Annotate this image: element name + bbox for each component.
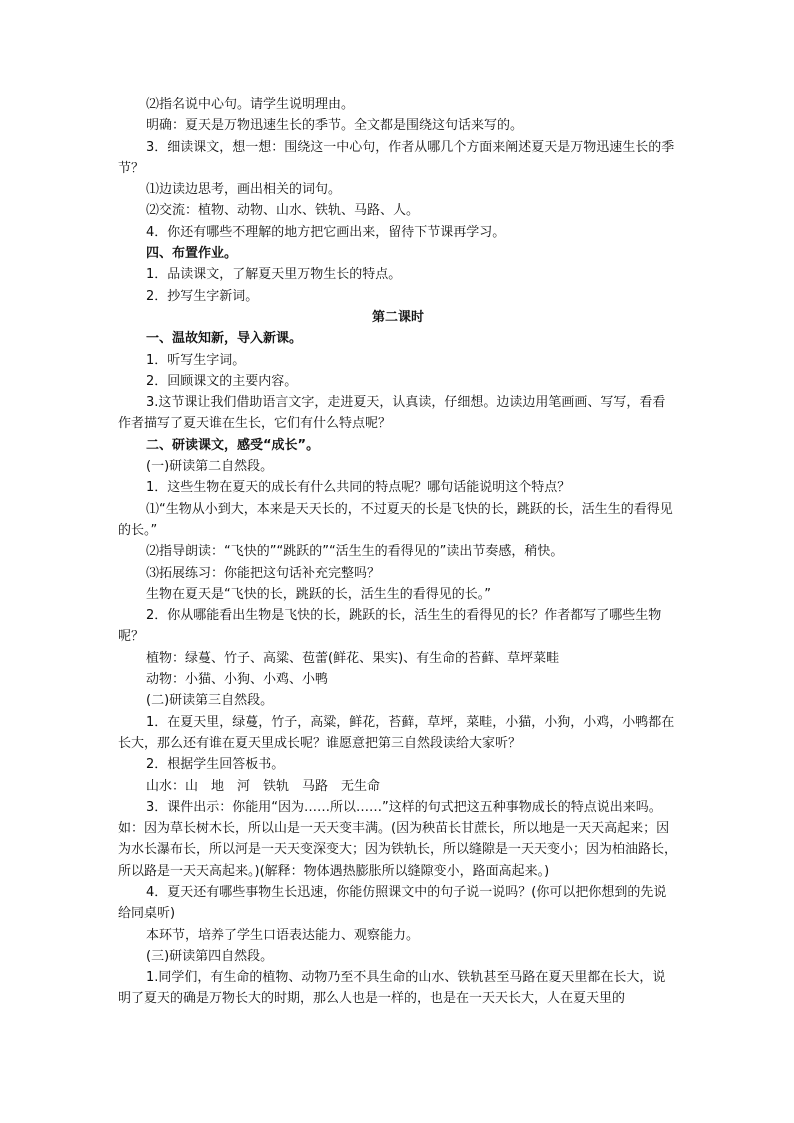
paragraph: 1．在夏天里，绿蔓，竹子，高粱，鲜花，苔藓，草坪，菜畦，小猫，小狗，小鸡，小鸭都在长大，那么还有谁在夏天里成长呢？谁愿意把第三自然段读给大家听？ (118, 714, 675, 751)
paragraph: 3.这节课让我们借助语言文字，走进夏天，认真读，仔细想。边读边用笔画画、写写，看看作者描写了夏天谁在生长，它们有什么特点呢？ (118, 395, 666, 432)
paragraph: 4．夏天还有哪些事物生长迅速，你能仿照课文中的句子说一说吗？(你可以把你想到的先说给同桌听) (118, 884, 667, 922)
document-page (118, 94, 678, 1010)
paragraph: 1.同学们，有生命的植物、动物乃至不具生命的山水、铁轨甚至马路在夏天里都在长大，说明了夏天的确是万物长大的时期，那么人也是一样的，也是在一天天长大，人在夏天里的 (118, 970, 666, 1007)
paragraph: (二)研读第三自然段。 (146, 693, 274, 709)
paragraph: 动物：小猫、小狗、小鸡、小鸭 (146, 672, 329, 688)
paragraph: ⑴“生物从小到大，本来是天天长的，不过夏天的长是飞快的长，跳跃的长，活生生的看得见的长。” (118, 501, 673, 538)
paragraph: 2．你从哪能看出生物是飞快的长，跳跃的长，活生生的看得见的长？作者都写了哪些生物呢？ (118, 608, 662, 645)
paragraph: 山水：山 地 河 铁轨 马路 无生命 (146, 778, 381, 794)
paragraph: 2．根据学生回答板书。 (146, 757, 285, 773)
paragraph: 3．课件出示：你能用“因为……所以……”这样的句式把这五种事物成长的特点说出来吗。如：因为草长树木长，所以山是一天天变丰满。(因为秧苗长甘蔗长，所以地是一天天高起来；因为水长瀑布长，所以河是一天天变深变大；因为铁轨长，所以缝隙是一天天变小；因为柏油路长，所以路是一天天高起来。)(解释：物体遇热膨胀所以缝隙变小，路面高起来。) (118, 799, 678, 879)
paragraph: ⑴边读边思考，画出相关的词句。 (146, 182, 342, 198)
paragraph: 2．回顾课文的主要内容。 (146, 373, 298, 389)
lesson-title: 第二课时 (371, 309, 424, 325)
paragraph: ⑵指名说中心句。请学生说明理由。 (146, 97, 355, 112)
paragraph: 1．品读课文，了解夏天里万物生长的特点。 (146, 267, 402, 283)
paragraph: 明确：夏天是万物迅速生长的季节。全文都是围绕这句话来写的。 (146, 118, 524, 134)
paragraph: 1．这些生物在夏天的成长有什么共同的特点呢？哪句话能说明这个特点？ (146, 480, 571, 496)
paragraph: 3．细读课文，想一想：围绕这一中心句，作者从哪几个方面来阐述夏天是万物迅速生长的季节？ (118, 139, 675, 176)
paragraph: 2．抄写生字新词。 (146, 288, 259, 304)
paragraph: (三)研读第四自然段。 (146, 948, 274, 964)
paragraph: (一)研读第二自然段。 (146, 459, 274, 475)
paragraph: 本环节，培养了学生口语表达能力、观察能力。 (146, 927, 420, 943)
paragraph: 生物在夏天是“飞快的长，跳跃的长，活生生的看得见的长。” (146, 586, 491, 602)
section-heading: 四、布置作业。 (146, 246, 238, 262)
paragraph: ⑵交流：植物、动物、山水、铁轨、马路、人。 (146, 203, 420, 219)
paragraph: 1．听写生字词。 (146, 352, 246, 368)
paragraph: ⑶拓展练习：你能把这句话补充完整吗？ (146, 565, 381, 581)
paragraph: ⑵指导朗读：“飞快的”“跳跃的”“活生生的看得见的”读出节奏感，稍快。 (146, 544, 564, 560)
paragraph: 4．你还有哪些不理解的地方把它画出来，留待下节课再学习。 (146, 224, 506, 240)
section-heading: 一、温故知新，导入新课。 (146, 331, 303, 347)
paragraph: 植物：绿蔓、竹子、高粱、苞蕾(鲜花、果实)、有生命的苔藓、草坪菜畦 (146, 650, 560, 666)
section-heading: 二、研读课文，感受“成长”。 (146, 437, 320, 453)
